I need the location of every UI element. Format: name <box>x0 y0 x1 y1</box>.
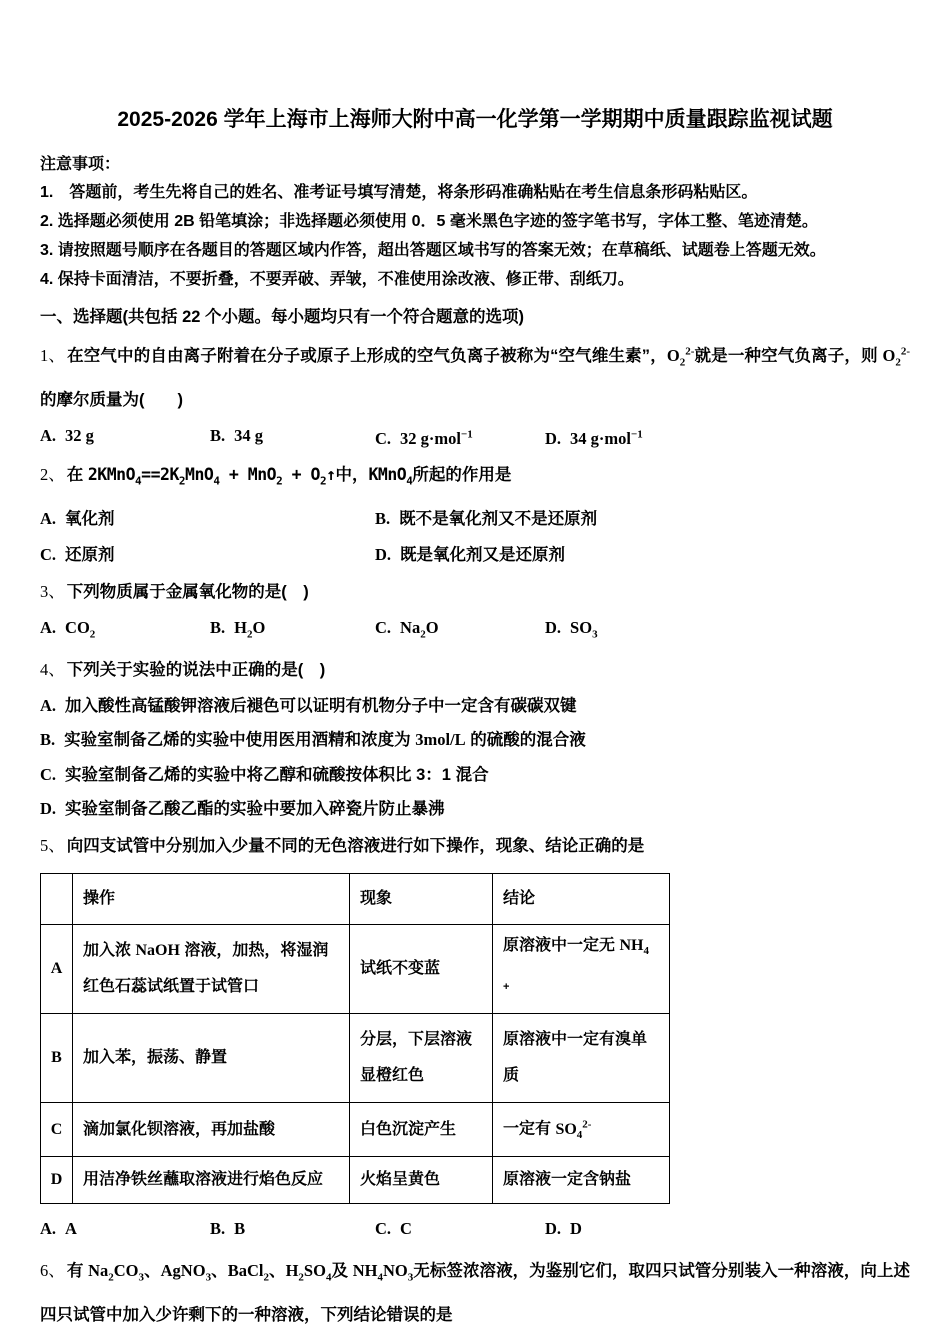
question-5-number: 5、 <box>40 835 65 855</box>
notice-item-1: 1. 答题前，考生先将自己的姓名、准考证号填写清楚，将条形码准确粘贴在考生信息条形码粘贴区。 <box>40 184 758 201</box>
question-2-stem: 在 $2KMnO_4==2K_2MnO_4 + MnO_2$ + $O_2↑$中，KMnO$_4$所起的作用是 <box>66 465 512 488</box>
question-3-option-a: A. $CO_2$ <box>40 617 96 640</box>
question-6-stem: 有 $Na_2CO_3$、AgNO$_3$、BaCl$_2$、$H_2SO_4$及 $NH_4NO_3$无标签浓溶液，为鉴别它们，取四只试管分别装入一种溶液，向上述四只试管中加入少许剩下的一种溶液，下列结论错误的是 <box>40 1260 911 1325</box>
table-header-phenomenon: 现象 <box>350 873 493 924</box>
question-1-option-d: D. 34 g·mol$^{-1}$ <box>545 428 643 449</box>
question-4-stem: 下列关于实验的说法中正确的是( ) <box>66 660 326 679</box>
section-heading: 一、选择题(共包括 22 个小题。每小题均只有一个符合题意的选项) <box>40 308 525 326</box>
question-5-option-a: A. A <box>40 1218 77 1238</box>
question-5-table <box>40 873 670 1204</box>
row-c-operation: 滴加氯化钡溶液，再加盐酸 <box>73 1103 350 1157</box>
question-5-stem: 向四支试管中分别加入少量不同的无色溶液进行如下操作，现象、结论正确的是 <box>66 836 645 855</box>
notice-item-2: 2. 选择题必须使用 2B 铅笔填涂；非选择题必须使用 0．5 毫米黑色字迹的签字笔书写，字体工整、笔迹清楚。 <box>40 213 818 230</box>
question-6-number: 6、 <box>40 1260 65 1280</box>
question-3-options <box>40 611 910 651</box>
table-header-operation: 操作 <box>73 873 350 924</box>
row-c-phenomenon: 白色沉淀产生 <box>350 1103 493 1157</box>
question-2-option-d: D. 既是氧化剂又是还原剂 <box>375 544 566 564</box>
question-4-number: 4、 <box>40 659 65 679</box>
question-4-option-a: A. 加入酸性高锰酸钾溶液后褪色可以证明有机物分子中一定含有碳碳双键 <box>40 695 577 715</box>
question-4-option-d: D. 实验室制备乙酸乙酯的实验中要加入碎瓷片防止暴沸 <box>40 799 445 819</box>
table-row-a <box>41 924 670 1014</box>
question-1-stem: 在空气中的自由离子附着在分子或原子上形成的空气负离子被称为“空气维生素”，$O_2^{2-}$就是一种空气负离子，则 $O_2^{2-}$的摩尔质量为( ) <box>40 345 910 409</box>
row-d-phenomenon: 火焰呈黄色 <box>350 1156 493 1203</box>
page-title: 2025-2026 学年上海市上海师大附中高一化学第一学期期中质量跟踪监视试题 <box>117 108 833 131</box>
question-2-options <box>40 501 910 573</box>
row-d-label: D <box>41 1156 73 1203</box>
question-6 <box>40 1252 910 1334</box>
table-header-conclusion: 结论 <box>493 873 670 924</box>
question-4-options <box>40 689 910 827</box>
row-a-phenomenon: 试纸不变蓝 <box>350 924 493 1014</box>
question-2-option-c: C. 还原剂 <box>40 544 115 564</box>
question-3-option-d: D. $SO_3$ <box>545 617 598 640</box>
row-c-label: C <box>41 1103 73 1157</box>
question-3-option-b: B. $H_2O$ <box>210 617 266 640</box>
question-2-number: 2、 <box>40 465 65 485</box>
row-b-operation: 加入苯，振荡、静置 <box>73 1014 350 1103</box>
notice-item-3: 3. 请按照题号顺序在各题目的答题区域内作答，超出答题区域书写的答案无效；在草稿纸、试题卷上答题无效。 <box>40 242 826 259</box>
question-4-option-c: C. 实验室制备乙烯的实验中将乙醇和硫酸按体积比 3：1 混合 <box>40 764 489 784</box>
question-3 <box>40 573 910 651</box>
row-c-conclusion: 一定有 $SO_4^{2-}$ <box>493 1103 670 1157</box>
question-3-text <box>40 573 910 611</box>
question-4-text <box>40 651 910 689</box>
table-header-row <box>41 873 670 924</box>
question-6-text <box>40 1252 910 1334</box>
question-5-option-b: B. B <box>210 1218 246 1238</box>
question-1-options <box>40 419 910 457</box>
question-3-stem: 下列物质属于金属氧化物的是( ) <box>66 582 309 601</box>
row-b-phenomenon: 分层，下层溶液显橙红色 <box>350 1014 493 1103</box>
row-a-label: A <box>41 924 73 1014</box>
question-1-option-c: C. 32 g·mol$^{-1}$ <box>375 428 473 449</box>
table-row-d <box>41 1156 670 1203</box>
row-a-conclusion: 原溶液中一定无 $NH_4$ + <box>493 924 670 1014</box>
question-2 <box>40 456 910 572</box>
notice-item-4: 4. 保持卡面清洁，不要折叠，不要弄破、弄皱，不准使用涂改液、修正带、刮纸刀。 <box>40 271 634 288</box>
question-2-option-a: A. 氧化剂 <box>40 508 115 528</box>
question-4 <box>40 651 910 827</box>
row-d-conclusion: 原溶液一定含钠盐 <box>493 1156 670 1203</box>
row-d-operation: 用洁净铁丝蘸取溶液进行焰色反应 <box>73 1156 350 1203</box>
question-1-option-a: A. 32 g <box>40 425 94 445</box>
row-a-operation: 加入浓 NaOH 溶液，加热，将湿润红色石蕊试纸置于试管口 <box>73 924 350 1014</box>
question-5-option-d: D. D <box>545 1218 582 1238</box>
row-b-label: B <box>41 1014 73 1103</box>
table-corner-cell <box>41 873 73 924</box>
question-5-options <box>40 1212 910 1246</box>
notice-heading: 注意事项： <box>40 156 121 173</box>
question-2-option-b: B. 既不是氧化剂又不是还原剂 <box>375 508 598 528</box>
question-5-text <box>40 827 910 865</box>
table-row-c <box>41 1103 670 1157</box>
question-1 <box>40 332 910 456</box>
question-4-option-b: B. 实验室制备乙烯的实验中使用医用酒精和浓度为 3mol/L 的硫酸的混合液 <box>40 730 586 750</box>
notice-section <box>40 152 910 294</box>
question-1-option-b: B. 34 g <box>210 425 264 445</box>
question-5 <box>40 827 910 1246</box>
question-1-number: 1、 <box>40 345 66 365</box>
table-row-b <box>41 1014 670 1103</box>
question-5-option-c: C. C <box>375 1218 412 1238</box>
question-3-option-c: C. $Na_2O$ <box>375 617 439 640</box>
question-2-text <box>40 456 910 500</box>
row-b-conclusion: 原溶液中一定有溴单质 <box>493 1014 670 1103</box>
question-1-text <box>40 332 910 419</box>
question-3-number: 3、 <box>40 581 65 601</box>
